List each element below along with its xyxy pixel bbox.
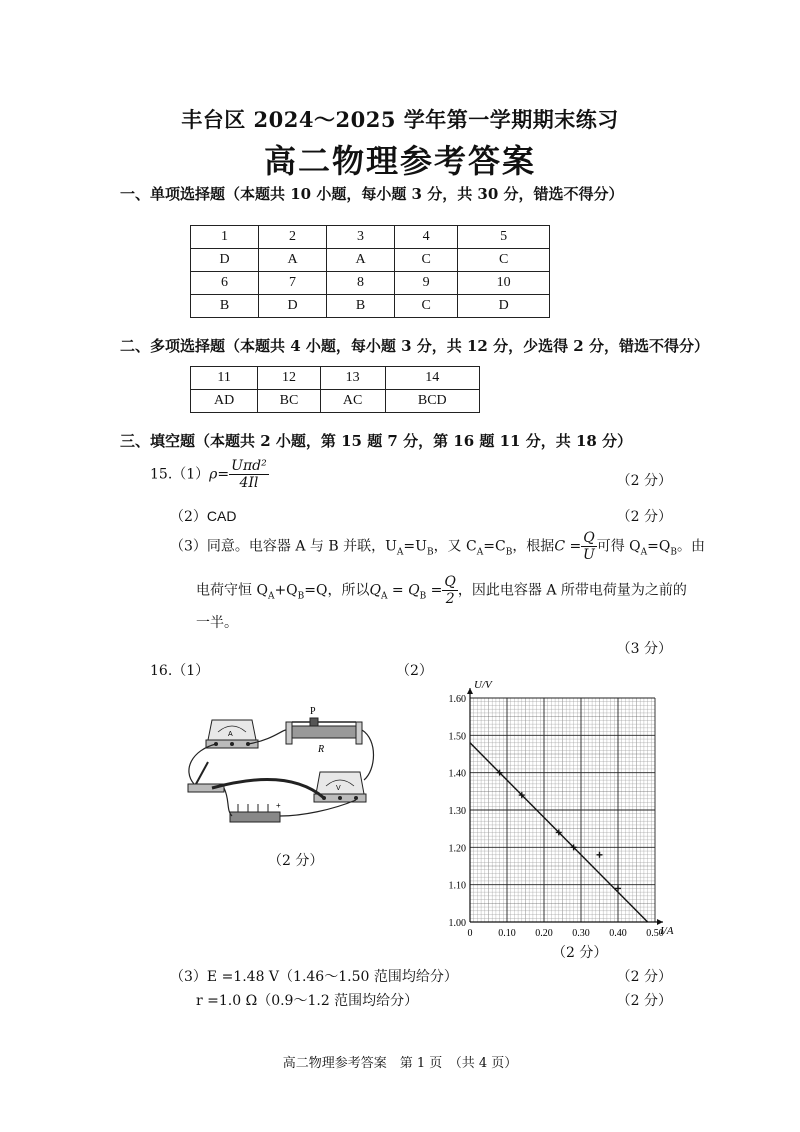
section1-table-row	[191, 249, 550, 272]
equals-sign: =	[217, 466, 230, 483]
section1-table-cell: 10	[458, 272, 550, 295]
document-title-line2: 高二物理参考答案	[263, 142, 536, 180]
half-formula	[442, 574, 457, 607]
sub-b-5: B	[419, 591, 427, 602]
section2-table-cell: 13	[320, 367, 385, 390]
q16-p3-r: r =1.0 Ω（0.9～1.2 范围均给分）	[196, 993, 419, 1009]
q15-p3-text-b: ，又 C	[433, 538, 477, 555]
y-axis-arrow	[467, 688, 473, 694]
c-equals: C =	[554, 538, 582, 555]
section2-table-cell: BCD	[385, 390, 479, 413]
section1-table-cell: D	[458, 295, 550, 318]
line2-text-b: ，因此电容器 A 所带电荷量为之前的	[457, 582, 687, 599]
y-tick-label: 1.00	[448, 918, 466, 929]
section1-table-cell: 2	[259, 226, 327, 249]
graph-axes	[467, 688, 663, 925]
q16-p3-r-points: （2 分）	[616, 993, 672, 1009]
section1-table-cell: B	[191, 295, 259, 318]
section1-table-cell: D	[259, 295, 327, 318]
ui-graph	[430, 672, 680, 942]
ammeter-label: A	[228, 731, 233, 738]
q16-p3-e-points: （2 分）	[616, 969, 672, 985]
q15-p3-points: （3 分）	[616, 641, 672, 657]
sub-b-3: B	[670, 547, 677, 558]
q15-p1-points: （2 分）	[616, 473, 672, 489]
frac-q: Q	[583, 530, 595, 546]
battery-plus: +	[276, 801, 281, 810]
circuit-points: （2 分）	[268, 853, 324, 869]
eq-qb: = Q	[387, 582, 420, 599]
section1-table-cell: C	[458, 249, 550, 272]
data-point	[597, 852, 603, 858]
y-tick-label: 1.10	[448, 880, 466, 892]
q15-part3-line2	[196, 574, 687, 607]
section2-table-cell: BC	[258, 390, 320, 413]
q15-p2-answer: CAD	[206, 508, 237, 524]
battery	[230, 801, 281, 822]
eq-u: =U	[403, 538, 427, 555]
graph-points: （2 分）	[552, 945, 608, 961]
section1-table-cell: 1	[191, 226, 259, 249]
rheostat-p-label: P	[310, 706, 316, 717]
section2-answer-table	[190, 366, 480, 413]
sub-a-1: A	[396, 547, 404, 558]
half-den: 2	[445, 591, 455, 607]
q15-label: 15.（1）	[150, 466, 210, 483]
x-axis-label: I/A	[660, 925, 674, 937]
plus-q: +Q	[274, 582, 298, 599]
section1-heading: 一、单项选择题（本题共 10 小题，每小题 3 分，共 30 分，错选不得分）	[120, 185, 624, 203]
section1-table-cell: 7	[259, 272, 327, 295]
y-tick-label: 1.20	[448, 843, 466, 855]
section2-table-cell: 11	[191, 367, 258, 390]
sub-a-5: A	[380, 591, 388, 602]
x-tick-label: 0.40	[609, 928, 627, 939]
section1-table-cell: 6	[191, 272, 259, 295]
q16-p3-e: （3）E =1.48 V（1.46～1.50 范围均给分）	[170, 969, 458, 985]
capacitance-formula	[581, 530, 596, 563]
section1-table-cell: 5	[458, 226, 550, 249]
sub-a-2: A	[476, 547, 484, 558]
q16-label: 16.（1）	[150, 663, 210, 679]
x-tick-label: 0.50	[646, 928, 664, 939]
frac-u: U	[583, 547, 595, 563]
y-tick-label: 1.30	[448, 806, 466, 817]
q15-part2	[170, 506, 236, 526]
section2-table-cell: AD	[191, 390, 258, 413]
section1-table-cell: 3	[327, 226, 395, 249]
y-tick-label: 1.50	[448, 731, 466, 743]
half-num: Q	[444, 574, 456, 590]
q15-p3-text-e: 。由	[676, 538, 705, 555]
section2-heading: 二、多项选择题（本题共 4 小题，每小题 3 分，共 12 分，少选得 2 分，错选不得分）	[120, 337, 709, 355]
section2-table-row	[191, 367, 480, 390]
x-tick-label: 0.20	[535, 928, 553, 939]
sub-b-1: B	[426, 547, 434, 558]
eq-c: =C	[483, 538, 506, 555]
voltmeter-label: V	[336, 785, 341, 792]
q15-p3-text-c: ，根据	[512, 538, 555, 555]
section2-table-cell: 12	[258, 367, 320, 390]
section2-table-row	[191, 390, 480, 413]
formula-denominator: 4Il	[239, 475, 259, 491]
y-axis-label: U/V	[474, 679, 492, 691]
q16-p2-label: （2）	[396, 663, 433, 679]
line2-text-a: 电荷守恒 Q	[196, 582, 268, 599]
q15-p3-text-a: （3）同意。电容器 A 与 B 并联，U	[170, 538, 397, 555]
rho-symbol: ρ	[209, 466, 218, 483]
q15-part3-line3: 一半。	[196, 615, 238, 631]
rheostat-r-label: R	[318, 744, 325, 755]
page-footer: 高二物理参考答案 第 1 页 （共 4 页）	[282, 1056, 518, 1071]
section1-table-cell: D	[191, 249, 259, 272]
section1-table-cell: 9	[395, 272, 458, 295]
section1-table-cell: A	[259, 249, 327, 272]
section2-table-cell: 14	[385, 367, 479, 390]
circuit-diagram	[182, 700, 382, 835]
y-tick-label: 1.60	[448, 694, 466, 705]
sub-a-4: A	[267, 591, 275, 602]
graph-tick-labels	[449, 694, 664, 939]
q15-part3-line1	[170, 530, 705, 563]
q15-p2-label: （2）	[170, 509, 207, 525]
section1-table-row	[191, 272, 550, 295]
section3-heading: 三、填空题（本题共 2 小题，第 15 题 7 分，第 16 题 11 分，共 18 分）	[120, 432, 633, 450]
resistivity-formula	[229, 458, 269, 491]
section1-answer-table	[190, 225, 550, 318]
section1-table-cell: C	[395, 295, 458, 318]
section1-table-cell: A	[327, 249, 395, 272]
sub-b-4: B	[297, 591, 305, 602]
section1-table-row	[191, 226, 550, 249]
sub-a-3: A	[640, 547, 648, 558]
q15-p3-text-d: 可得 Q	[596, 538, 641, 555]
section1-table-cell: 8	[327, 272, 395, 295]
formula-numerator: Uπd²	[231, 458, 267, 474]
x-tick-label: 0	[467, 928, 473, 939]
section2-table-cell: AC	[320, 390, 385, 413]
eq-end: =	[426, 582, 443, 599]
q15-p2-points: （2 分）	[616, 509, 672, 525]
eq-q: =Q	[647, 538, 671, 555]
rheostat	[286, 706, 362, 755]
sub-b-2: B	[505, 547, 513, 558]
qa-symbol: Q	[369, 582, 381, 599]
x-tick-label: 0.30	[572, 928, 590, 939]
q15-part1	[150, 458, 269, 491]
eq-total: =Q，所以	[304, 582, 370, 599]
document-title-line1: 丰台区 2024～2025 学年第一学期期末练习	[181, 107, 619, 132]
section1-table-cell: 4	[395, 226, 458, 249]
y-tick-label: 1.40	[448, 768, 466, 780]
section1-table-cell: C	[395, 249, 458, 272]
section1-table-cell: B	[327, 295, 395, 318]
x-tick-label: 0.10	[498, 928, 516, 939]
section1-table-row	[191, 295, 550, 318]
